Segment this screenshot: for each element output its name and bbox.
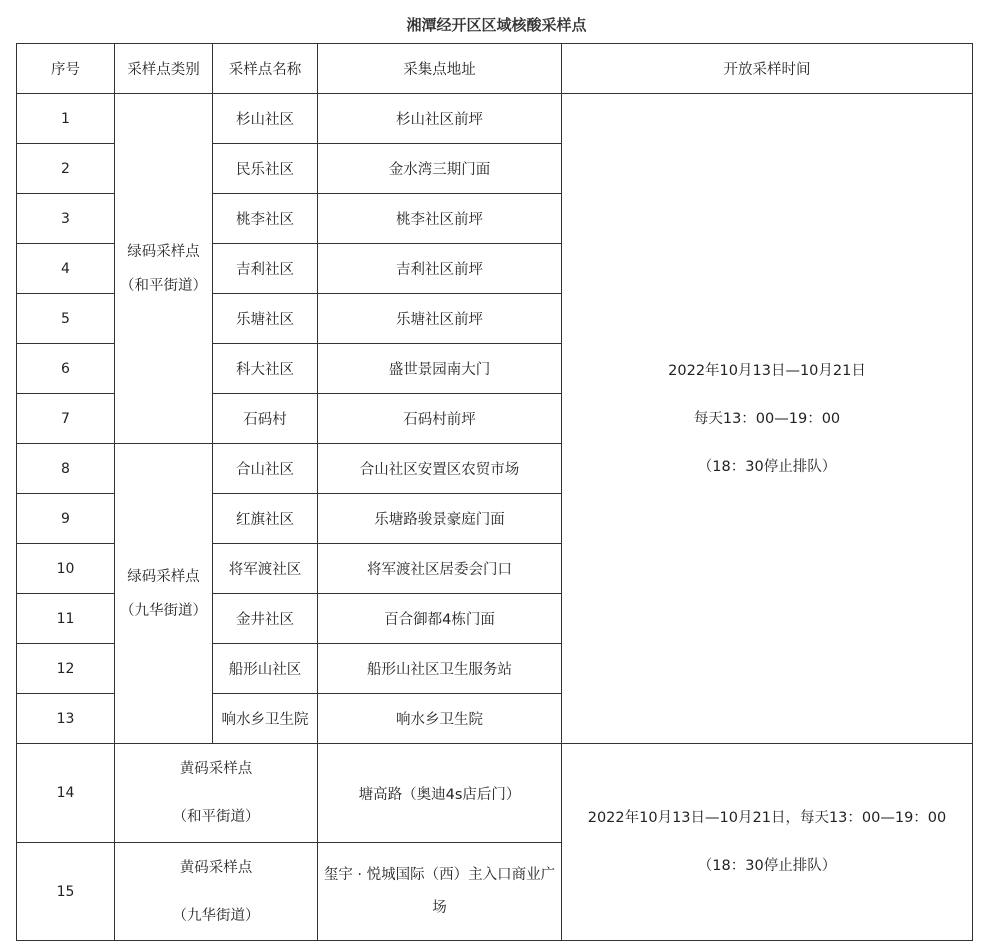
site-name: 杉山社区 bbox=[213, 94, 318, 144]
category-subdistrict: （和平街道） bbox=[172, 809, 260, 825]
category-label: 绿码采样点 bbox=[127, 243, 200, 260]
site-name: 船形山社区 bbox=[213, 644, 318, 694]
category-subdistrict: （九华街道） bbox=[120, 602, 207, 619]
row-number: 5 bbox=[17, 294, 115, 344]
site-address-cell bbox=[318, 843, 562, 941]
page-title: 湘潭经开区区域核酸采样点 bbox=[406, 16, 587, 34]
row-number: 9 bbox=[17, 494, 115, 544]
row-number: 8 bbox=[17, 444, 115, 494]
row-number: 2 bbox=[17, 144, 115, 194]
column-header-index: 序号 bbox=[17, 44, 115, 94]
column-header-open-time: 开放采样时间 bbox=[562, 44, 973, 94]
column-header-address: 采集点地址 bbox=[318, 44, 562, 94]
open-time-hours: 每天13：00—19：00 bbox=[693, 410, 841, 427]
site-address: 百合御都4栋门面 bbox=[318, 594, 562, 644]
sampling-sites-table bbox=[16, 43, 973, 941]
category-cell bbox=[115, 744, 318, 843]
category-cell bbox=[115, 843, 318, 941]
site-address: 将军渡社区居委会门口 bbox=[318, 544, 562, 594]
open-time-cutoff: （18：30停止排队） bbox=[697, 858, 837, 874]
site-address: 响水乡卫生院 bbox=[318, 694, 562, 744]
site-name: 桃李社区 bbox=[213, 194, 318, 244]
site-address: 塘高路（奥迪4s店后门） bbox=[318, 744, 562, 843]
site-address: 盛世景园南大门 bbox=[318, 344, 562, 394]
row-number: 3 bbox=[17, 194, 115, 244]
open-time-dates: 2022年10月13日—10月21日 bbox=[668, 362, 866, 379]
site-name: 响水乡卫生院 bbox=[213, 694, 318, 744]
column-header-category: 采样点类别 bbox=[115, 44, 213, 94]
row-number: 12 bbox=[17, 644, 115, 694]
site-address: 乐塘社区前坪 bbox=[318, 294, 562, 344]
table-row bbox=[17, 94, 973, 144]
site-name: 红旗社区 bbox=[213, 494, 318, 544]
open-time-cutoff: （18：30停止排队） bbox=[697, 458, 837, 475]
row-number: 7 bbox=[17, 394, 115, 444]
table-header-row bbox=[17, 44, 973, 94]
table-row bbox=[17, 744, 973, 843]
site-address: 船形山社区卫生服务站 bbox=[318, 644, 562, 694]
row-number: 15 bbox=[17, 843, 115, 941]
site-address: 石码村前坪 bbox=[318, 394, 562, 444]
category-label: 黄码采样点 bbox=[179, 761, 253, 777]
open-time-cell bbox=[562, 94, 973, 744]
site-address: 杉山社区前坪 bbox=[318, 94, 562, 144]
site-name: 乐塘社区 bbox=[213, 294, 318, 344]
category-subdistrict: （和平街道） bbox=[120, 277, 207, 294]
row-number: 11 bbox=[17, 594, 115, 644]
row-number: 14 bbox=[17, 744, 115, 843]
category-cell bbox=[115, 444, 213, 744]
column-header-site-name: 采样点名称 bbox=[213, 44, 318, 94]
site-address: 乐塘路骏景豪庭门面 bbox=[318, 494, 562, 544]
site-address: 吉利社区前坪 bbox=[318, 244, 562, 294]
site-name: 石码村 bbox=[213, 394, 318, 444]
site-name: 金井社区 bbox=[213, 594, 318, 644]
open-time-cell bbox=[562, 744, 973, 941]
category-cell bbox=[115, 94, 213, 444]
site-address: 玺宇 · 悦城国际（西）主入口商业广场 bbox=[323, 866, 556, 916]
category-subdistrict: （九华街道） bbox=[172, 907, 260, 924]
site-name: 合山社区 bbox=[213, 444, 318, 494]
row-number: 13 bbox=[17, 694, 115, 744]
site-name: 民乐社区 bbox=[213, 144, 318, 194]
row-number: 1 bbox=[17, 94, 115, 144]
site-name: 将军渡社区 bbox=[213, 544, 318, 594]
site-address: 金水湾三期门面 bbox=[318, 144, 562, 194]
site-name: 吉利社区 bbox=[213, 244, 318, 294]
site-name: 科大社区 bbox=[213, 344, 318, 394]
site-address: 合山社区安置区农贸市场 bbox=[318, 444, 562, 494]
category-label: 黄码采样点 bbox=[179, 859, 253, 876]
open-time-dates-hours: 2022年10月13日—10月21日，每天13：00—19：00 bbox=[587, 810, 947, 826]
row-number: 4 bbox=[17, 244, 115, 294]
site-address: 桃李社区前坪 bbox=[318, 194, 562, 244]
category-label: 绿码采样点 bbox=[127, 568, 200, 585]
row-number: 6 bbox=[17, 344, 115, 394]
row-number: 10 bbox=[17, 544, 115, 594]
